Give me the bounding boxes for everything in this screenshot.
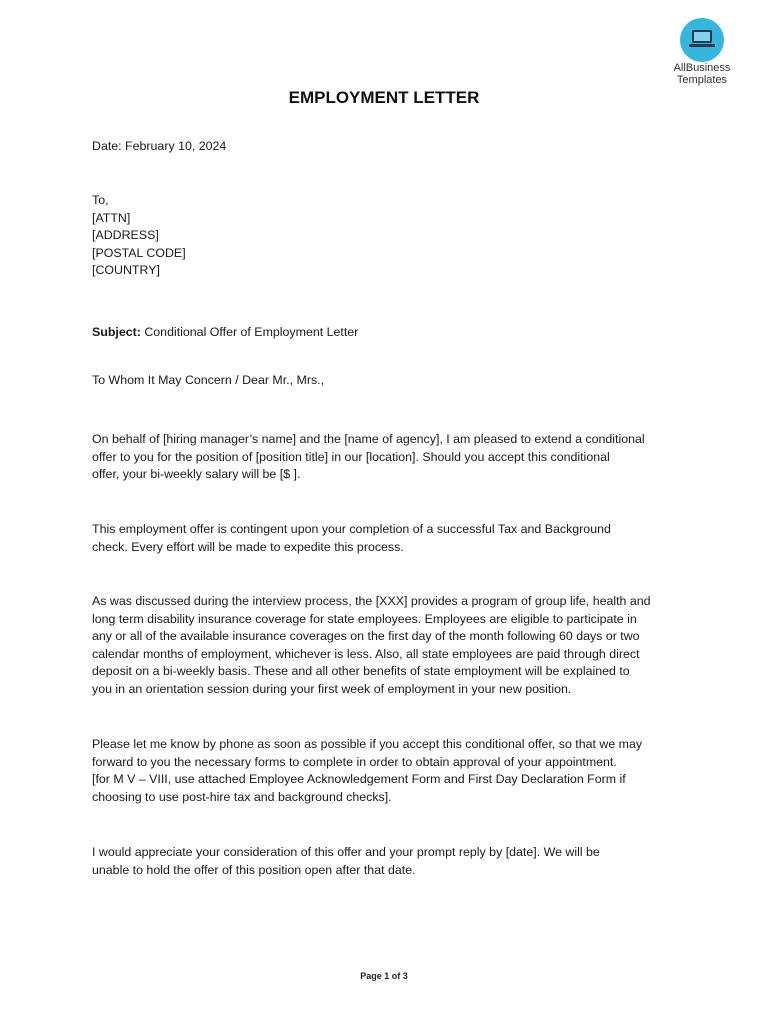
logo-badge [680,18,724,62]
paragraph-acceptance [92,736,682,806]
paragraph-line: offer to you for the position of [position title] in our [location]. Should you accept this conditional [92,449,610,464]
paragraph-line: calendar months of employment, whichever is less. Also, all state employees are paid through direct [92,646,640,661]
paragraph-line: choosing to use post-hire tax and background checks]. [92,789,392,804]
paragraph-line: forward to you the necessary forms to complete in order to obtain approval of your appointment. [92,754,617,769]
salutation-text: To Whom It May Concern / Dear Mr., Mrs., [92,373,325,387]
paragraph-line: As was discussed during the interview process, the [XXX] provides a program of group life, health and [92,594,651,608]
date-line [92,138,682,156]
laptop-icon [689,29,715,49]
document-title: EMPLOYMENT LETTER [288,88,480,107]
address-line: [ATTN] [92,210,131,225]
paragraph-line: any or all of the available insurance coverages on the first day of the month following 60 days or two [92,629,640,644]
logo-text-line1: AllBusiness [673,62,731,74]
subject-line [92,324,682,342]
address-line: [COUNTRY] [92,263,160,278]
paragraph-line: [for M V – VIII, use attached Employee Acknowledgement Form and First Day Declaration Form if [92,772,626,787]
paragraph-line: unable to hold the offer of this position open after that date. [92,862,416,877]
subject-label: Subject: [92,325,141,339]
paragraph-closing [92,844,682,879]
address-line: To, [92,193,109,207]
paragraph-benefits [92,593,682,699]
subject-text: Conditional Offer of Employment Letter [140,325,359,339]
page-number: Page 1 of 3 [360,971,408,981]
logo-text-line2: Templates [676,74,728,86]
brand-logo [664,18,740,86]
paragraph-line: you in an orientation session during your first week of employment in your new position. [92,681,572,696]
paragraph-line: This employment offer is contingent upon your completion of a successful Tax and Background [92,522,611,536]
address-line: [ADDRESS] [92,228,159,243]
address-line: [POSTAL CODE] [92,245,186,260]
salutation [92,372,682,390]
paragraph-offer [92,431,682,484]
paragraph-line: offer, your bi-weekly salary will be [$ ]. [92,467,301,482]
paragraph-line: check. Every effort will be made to expedite this process. [92,539,404,554]
paragraph-line: On behalf of [hiring manager’s name] and the [name of agency], I am pleased to extend a conditional [92,432,645,446]
date-text: Date: February 10, 2024 [92,139,227,153]
paragraph-line: I would appreciate your consideration of this offer and your prompt reply by [date]. We will be [92,845,600,859]
paragraph-contingency [92,521,682,556]
paragraph-line: deposit on a bi-weekly basis. These and all other benefits of state employment will be explained to [92,664,630,679]
recipient-address [92,192,682,280]
paragraph-line: Please let me know by phone as soon as possible if you accept this conditional offer, so that we may [92,737,643,751]
subject-paragraph [92,324,682,342]
paragraph-line: long term disability insurance coverage for state employees. Employees are eligible to participate in [92,611,637,626]
